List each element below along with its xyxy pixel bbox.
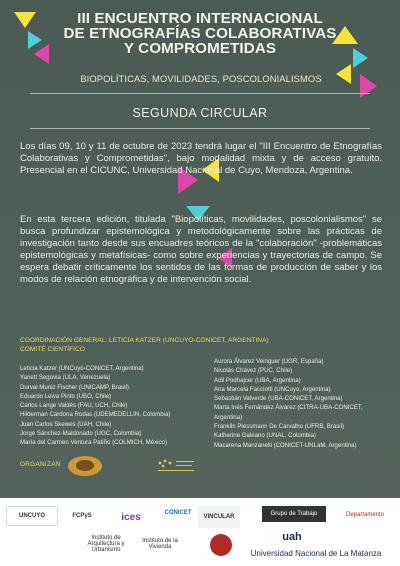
logo-grupo-trabajo: [262, 506, 326, 522]
organizer-logo-dots: [152, 455, 198, 477]
committee-member: Ana Marcela Facciotti (UNCuyo, Argentina): [214, 385, 331, 393]
committee-member: Adil Podhajcer (UBA, Argentina): [214, 376, 301, 384]
logo-text: Grupo de Trabajo: [270, 511, 318, 517]
committee-member: Franklin Plessmann De Carvalho (UFRB, Brasil): [214, 423, 345, 431]
event-subtitle: BIOPOLÍTICAS, MOVILIDADES, POSCOLONIALISMOS: [80, 73, 322, 84]
committee-member: Katherine Galeano (UNAL, Colombia): [214, 432, 316, 440]
triangle-decoration: [360, 74, 377, 98]
title-line: Y COMPROMETIDAS: [123, 40, 277, 57]
title-line: DE ETNOGRAFÍAS COLABORATIVAS: [63, 25, 337, 42]
divider: [30, 93, 370, 94]
committee-member: María del Carmen Ventura Patiño (COLMICH, México): [20, 439, 167, 447]
logo-text: Instituto de la Vivienda: [142, 538, 178, 550]
logo-fcpys: [62, 506, 102, 526]
committee-member: Juan Carlos Skewes (UAH, Chile): [20, 420, 112, 428]
logo-text: VINCULAR: [203, 514, 235, 520]
committee-member: Macarena Manzanelli (CONICET-UNLaM, Argentina): [214, 441, 357, 449]
logo-vincular: [198, 506, 240, 528]
committee-member: Hilderman Cardona Rodas (UDEMEDELLIN, Colombia): [20, 411, 171, 419]
organizers-label: ORGANIZAN: [20, 461, 61, 468]
committee-list-left: [20, 364, 205, 448]
logo-text: uah: [282, 531, 302, 543]
sponsor-footer: [0, 498, 400, 566]
coordination-line: COORDINACIÓN GENERAL: LETICIA KATZER (UNCUYO-CONICET, ARGENTINA): [20, 337, 269, 344]
committee-member: Eduardo Leiva Pinto (UBO, Chile): [20, 392, 112, 400]
logo-instituto-arquitectura: [76, 534, 136, 554]
committee-member: Yanett Segovia (ULA, Venezuela): [20, 374, 111, 382]
title-line: III ENCUENTRO INTERNACIONAL: [77, 10, 323, 27]
logo-ices: [110, 506, 152, 528]
logo-conicet: [158, 500, 198, 526]
committee-header: [20, 337, 380, 354]
triangle-decoration: [353, 48, 368, 68]
committee-member: Sebastián Valverde (UBA-CONICET, Argentina): [214, 395, 343, 403]
committee-member: Aurora Álvarez Veinguer (UGR, España): [214, 358, 324, 365]
committee-member: Nicolás Chávez (PUC, Chile): [214, 367, 293, 375]
logo-text: Departamento: [345, 512, 385, 518]
logo-text: CONICET: [164, 510, 192, 516]
triangle-decoration: [14, 12, 36, 28]
logo-text: ices: [121, 511, 141, 523]
committee-list-right: [214, 357, 394, 450]
logo-text: UNCUYO: [18, 513, 45, 519]
logo-unlam: [236, 546, 396, 560]
circular-heading: SEGUNDA CIRCULAR: [132, 106, 268, 120]
logo-instituto-vivienda: [140, 534, 180, 554]
logo-badge: [210, 534, 232, 556]
triangle-decoration: [34, 44, 49, 64]
committee-member: Marta Inés Fernández Álvarez (CITRA-UBA-CONICET, Argentina): [214, 404, 363, 421]
event-title: [60, 11, 340, 56]
logo-text: Universidad Nacional de La Matanza: [250, 548, 382, 558]
committee-label: COMITÉ CIENTÍFICO: [20, 345, 85, 353]
logo-departamento: [336, 504, 394, 526]
committee-member: Durval Muniz Fischer (UNICAMP, Brasil): [20, 383, 129, 391]
logo-text: Instituto de Arquitectura y Urbanismo: [87, 535, 125, 553]
committee-member: Carlos Lange Valdés (FAU, UCH, Chile): [20, 402, 128, 410]
intro-paragraph: Los días 09, 10 y 11 de octubre de 2023 tendrá lugar el "III Encuentro de Etnografías Colaborativas y Comprometidas", bajo modalidad mixta y de acceso gratuito. Presencial en el CICUNC, Universidad Nacional de Cuyo, Mendoza, Argentina.: [20, 141, 382, 177]
logo-text: FCPyS: [72, 513, 92, 519]
organizer-logo-detail: [76, 460, 94, 471]
committee-member: Leticia Katzer (UNCuyo-CONICET, Argentina): [20, 365, 144, 372]
logo-uncuyo: [6, 506, 58, 526]
description-paragraph: En esta tercera edición, titulada "Biopolíticas, movilidades, poscolonialismos" se busca profundizar epistemológica y metodológicamente sobre las prácticas de investigación tanto desde sus encuadres teóricos de la "colaboración" -problemáticas epistemológicas y metafísicas- como sobre experiencias y trayectorias de campo. Se espera debatir críticamente los sentidos de las formas de producción de saber y los modos de relación etnográfica y de intervención social.: [20, 214, 382, 286]
logo-uah: [272, 530, 312, 544]
divider: [30, 128, 370, 129]
committee-member: Jorge Sánchez-Maldonado (UGC, Colombia): [20, 430, 142, 438]
